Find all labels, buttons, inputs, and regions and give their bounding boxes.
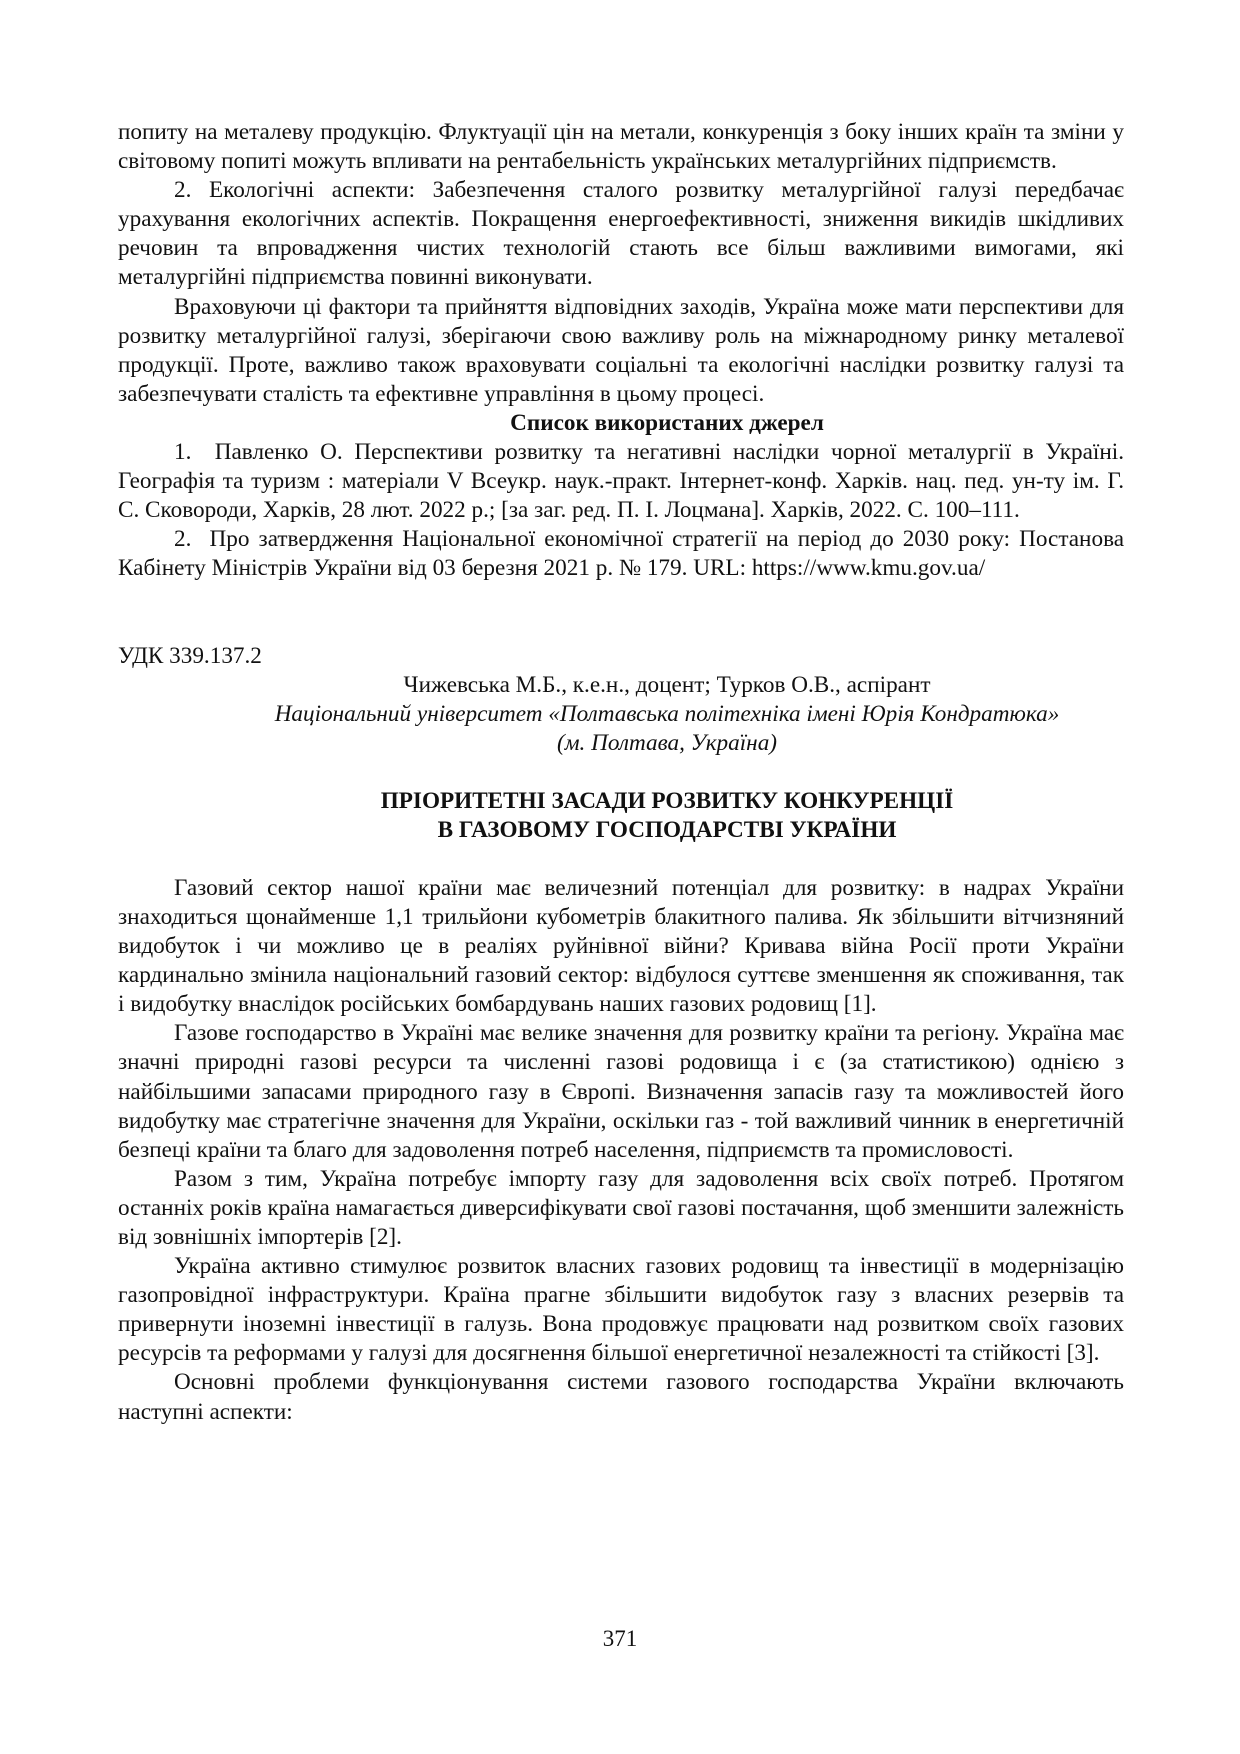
- document-page: [118, 118, 1124, 1427]
- reference-text: Про затвердження Національної економічної стратегії на період до 2030 року: Постанова Кабінету Міністрів України від 03 березня 2021 р. № 179. URL: https://www.kmu.gov.ua/: [118, 526, 1124, 582]
- body-paragraph: Україна активно стимулює розвиток власних газових родовищ та інвестиції в модернізацію газопровідної інфраструктури. Країна прагне збільшити видобуток газу з власних резервів та привернути іноземні інвестиції в галузь. Вона продовжує працювати над розвитком своїх газових ресурсів та реформами у галузі для досягнення більшої енергетичної незалежності та стійкості [3].: [118, 1253, 1124, 1367]
- reference-number: 1.: [174, 439, 192, 466]
- reference-item: [118, 438, 1124, 525]
- body-paragraph: попиту на металеву продукцію. Флуктуації цін на метали, конкуренція з боку інших країн та зміни у світовому попиті можуть впливати на рентабельність українських металургійних підприємств.: [118, 119, 1124, 175]
- body-paragraph: Основні проблеми функціонування системи газового господарства України включають наступні аспекти:: [118, 1369, 1124, 1425]
- article-title-line-2: В ГАЗОВОМУ ГОСПОДАРСТВІ УКРАЇНИ: [437, 816, 897, 843]
- body-paragraph: Разом з тим, Україна потребує імпорту газу для задоволення всіх своїх потреб. Протягом останніх років країна намагається диверсифікувати свої газові постачання, щоб зменшити залежність від зовнішніх імпортерів [2].: [118, 1165, 1124, 1250]
- article-affiliation: Національний університет «Полтавська політехніка імені Юрія Кондратюка»: [274, 700, 1060, 727]
- vertical-spacer: [118, 584, 1124, 642]
- vertical-spacer: [118, 758, 1124, 787]
- references-heading: Список використаних джерел: [510, 409, 824, 436]
- body-paragraph: 2. Екологічні аспекти: Забезпечення сталого розвитку металургійної галузі передбачає урахування екологічних аспектів. Покращення енергоефективності, зниження викидів шкідливих речовин та впровадження чистих технологій стають все більш важливими вимогами, які металургійні підприємства повинні виконувати.: [118, 177, 1124, 291]
- udc-code: УДК 339.137.2: [118, 642, 262, 669]
- reference-item: [118, 525, 1124, 583]
- body-paragraph: Враховуючи ці фактори та прийняття відповідних заходів, Україна може мати перспективи для розвитку металургійної галузі, зберігаючи свою важливу роль на міжнародному ринку металевої продукції. Проте, важливо також враховувати соціальні та екологічні наслідки розвитку галузі та забезпечувати сталість та ефективне управління в цьому процесі.: [118, 293, 1124, 407]
- article-title-line-1: ПРІОРИТЕТНІ ЗАСАДИ РОЗВИТКУ КОНКУРЕНЦІЇ: [380, 787, 954, 814]
- body-paragraph: Газовий сектор нашої країни має величезний потенціал для розвитку: в надрах України знаходиться щонайменше 1,1 трильйони кубометрів блакитного палива. Як збільшити вітчизняний видобуток і чи можливо це в реаліях руйнівної війни? Кривава війна Росії проти України кардинально змінила національний газовий сектор: відбулося суттєве зменшення як споживання, так і видобутку внаслідок російських бомбардувань наших газових родовищ [1].: [118, 874, 1124, 1018]
- vertical-spacer: [118, 845, 1124, 874]
- reference-text: Павленко О. Перспективи розвитку та негативні наслідки чорної металургії в Україні. Географія та туризм : матеріали V Всеукр. наук.-практ. Інтернет-конф. Харків. нац. пед. ун-ту ім. Г. С. Сковороди, Харків, 28 лют. 2022 р.; [за заг. ред. П. І. Лоцмана]. Харків, 2022. С. 100–111.: [118, 439, 1124, 524]
- article-authors: Чижевська М.Б., к.е.н., доцент; Турков О.В., аспірант: [403, 671, 931, 698]
- page-number: 371: [602, 1626, 638, 1651]
- body-paragraph: Газове господарство в Україні має велике значення для розвитку країни та регіону. Україна має значні природні газові ресурси та численні газові родовища і є (за статистикою) однією з найбільшими запасами природного газу в Європі. Визначення запасів газу та можливостей його видобутку має стратегічне значення для України, оскільки газ - той важливий чинник в енергетичній безпеці країни та благо для задоволення потреб населення, підприємств та промисловості.: [118, 1020, 1124, 1163]
- article-location: (м. Полтава, Україна): [556, 729, 778, 756]
- reference-number: 2.: [174, 526, 192, 553]
